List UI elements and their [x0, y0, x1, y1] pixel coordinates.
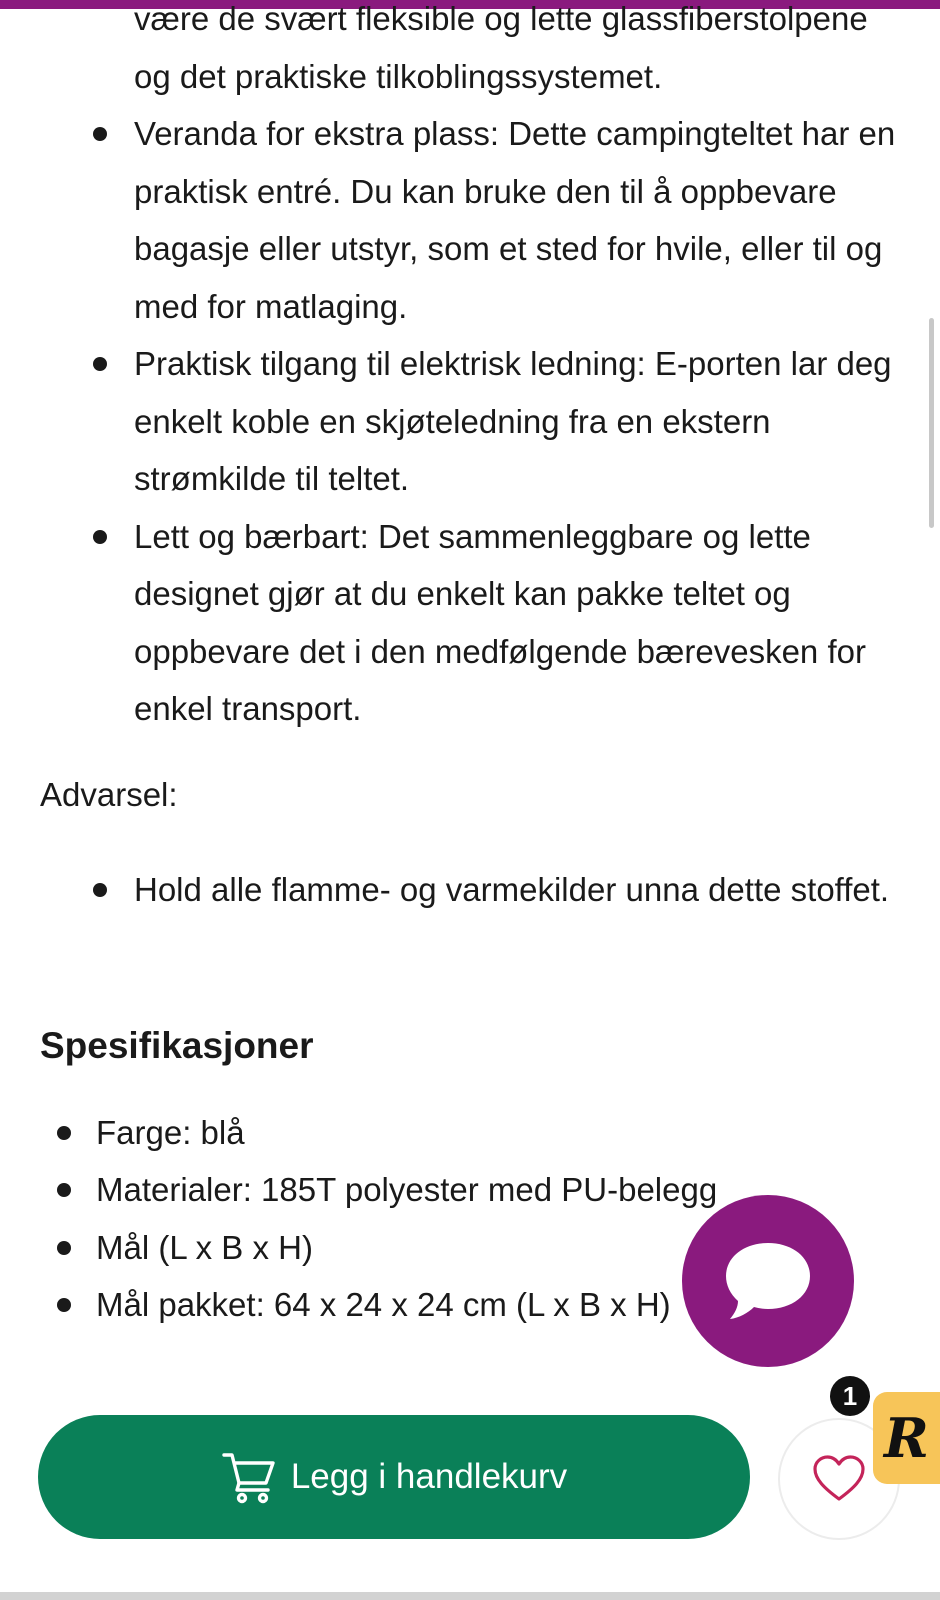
chat-bubble-icon	[722, 1239, 814, 1323]
warning-label: Advarsel:	[40, 775, 178, 813]
list-item	[134, 861, 900, 919]
feature-text: være de svært fleksible og lette glassfiberstolpene og det praktiske tilkoblingssystemet.	[134, 0, 868, 95]
reviews-widget-tab[interactable]	[873, 1392, 940, 1484]
spec-text: Mål (L x B x H)	[96, 1228, 313, 1266]
add-to-cart-label: Legg i handlekurv	[290, 1457, 568, 1496]
bottom-edge	[0, 1592, 940, 1600]
notification-badge: 1	[830, 1376, 870, 1416]
features-list	[0, 0, 940, 738]
feature-text: Lett og bærbart: Det sammenleggbare og lette designet gjør at du enkelt kan pakke teltet og oppbevare det i den medfølgende bærevesken for enkel transport.	[134, 517, 866, 727]
list-item-partial	[134, 0, 900, 105]
specs-heading: Spesifikasjoner	[40, 1024, 314, 1066]
list-item	[134, 105, 900, 335]
warning-text: Hold alle flamme- og varmekilder unna dette stoffet.	[134, 871, 890, 908]
warning-list	[0, 861, 940, 919]
feature-text: Praktisk tilgang til elektrisk ledning: E-porten lar deg enkelt koble en skjøteledning fra en ekstern strømkilde til teltet.	[134, 345, 892, 497]
add-to-cart-button[interactable]	[38, 1415, 750, 1539]
cart-icon	[221, 1450, 277, 1504]
list-item	[96, 1104, 900, 1162]
spec-text: Mål pakket: 64 x 24 x 24 cm (L x B x H)	[96, 1286, 671, 1323]
list-item	[134, 335, 900, 508]
spec-text: Materialer: 185T polyester med PU-belegg	[96, 1171, 718, 1208]
feature-text: Veranda for ekstra plass: Dette campingteltet har en praktisk entré. Du kan bruke den til å oppbevare bagasje eller utstyr, som et sted for hvile, eller til og med for matlaging.	[134, 115, 896, 325]
spec-text: Farge: blå	[96, 1113, 245, 1151]
scrollbar[interactable]	[929, 318, 934, 528]
reviews-logo: R	[884, 1406, 929, 1470]
chat-button[interactable]	[682, 1195, 854, 1367]
list-item	[134, 508, 900, 738]
heart-icon	[812, 1455, 866, 1503]
